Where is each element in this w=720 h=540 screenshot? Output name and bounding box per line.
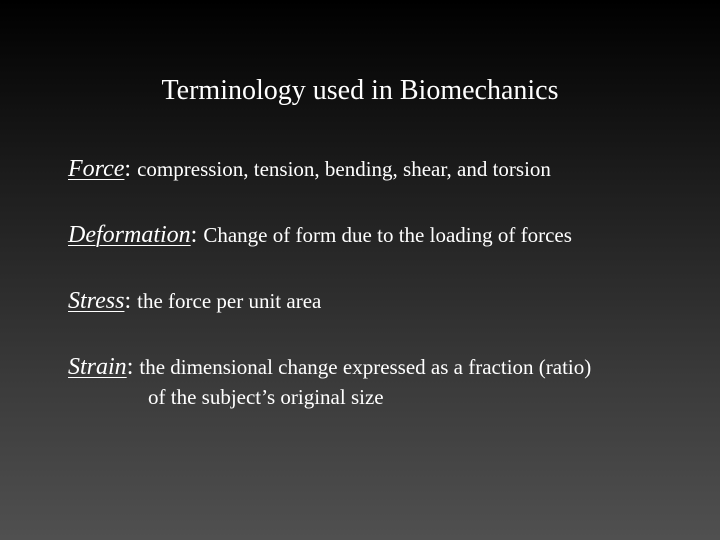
definition-stress: the force per unit area	[137, 289, 322, 313]
term-separator: :	[124, 156, 138, 182]
term-row-strain	[68, 354, 591, 380]
term-separator: :	[124, 288, 138, 314]
definition-strain-continuation: of the subject’s original size	[148, 385, 384, 409]
term-row-deformation	[68, 222, 572, 248]
slide-title: Terminology used in Biomechanics	[161, 75, 559, 106]
definition-strain: the dimensional change expressed as a fraction (ratio)	[139, 355, 592, 379]
term-row-stress	[68, 288, 321, 314]
term-strain: Strain	[68, 354, 127, 380]
term-row-force	[68, 156, 551, 182]
definition-deformation: Change of form due to the loading of forces	[203, 223, 572, 247]
term-deformation: Deformation	[68, 222, 191, 248]
term-force: Force	[68, 156, 125, 182]
term-separator: :	[126, 354, 140, 380]
term-stress: Stress	[68, 288, 125, 314]
term-separator: :	[190, 222, 204, 248]
definition-force: compression, tension, bending, shear, and torsion	[137, 157, 551, 181]
